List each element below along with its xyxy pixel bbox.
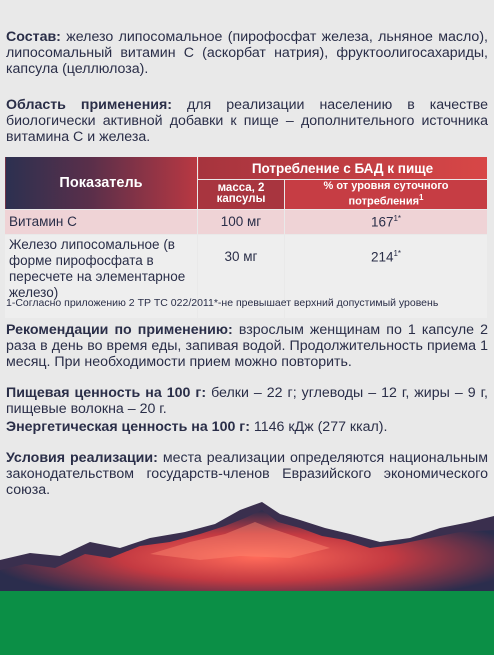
composition-text: железо липосомальное (пирофосфат железа, льняное масло), липосомальный витамин С (аскорбат натрия), фруктоолигосахариды, капсула (целлюлоза). (6, 29, 488, 77)
footer-green-band (0, 591, 494, 655)
row-name: Витамин С (5, 209, 198, 234)
row-percent-value: 167 (370, 214, 394, 230)
mountain-illustration (0, 498, 494, 596)
nutrition-label: Пищевая ценность на 100 г: (6, 385, 207, 401)
header-indicator: Показатель (5, 157, 198, 210)
recommendations-paragraph (6, 322, 488, 370)
application-paragraph (6, 97, 488, 145)
composition-label: Состав: (6, 29, 61, 45)
row-percent-value: 214 (370, 249, 394, 265)
nutrition-text: белки – 22 г; углеводы – 12 г, жиры – 9 г, пищевые волокна – 20 г. (6, 385, 488, 417)
recommendations-label: Рекомендации по применению: (6, 322, 233, 338)
energy-text: 1146 кДж (277 ккал). (249, 419, 388, 435)
application-text: для реализации населению в качестве биологически активной добавки к пище – дополнительного источника витамина С и железа. (6, 97, 488, 145)
row-percent (285, 209, 488, 234)
nutrient-table (4, 156, 488, 319)
header-percent-sup: 1 (419, 193, 424, 202)
row-mass: 30 мг (198, 234, 285, 318)
nutrition-paragraph (6, 385, 488, 417)
row-percent-sup: 1* (393, 213, 402, 223)
energy-label: Энергетическая ценность на 100 г: (6, 419, 250, 435)
header-mass: масса, 2 капсулы (198, 180, 285, 210)
header-percent-text: % от уровня суточного потребления (323, 180, 449, 208)
application-label: Область применения: (6, 97, 172, 113)
row-percent-sup: 1* (393, 248, 402, 258)
conditions-text: места реализации определяются национальным законодательством государств-членов Евразийского экономического союза. (6, 450, 488, 498)
conditions-label: Условия реализации: (6, 450, 158, 466)
header-percent (285, 180, 488, 210)
table-row (5, 209, 488, 234)
recommendations-text: взрослым женщинам по 1 капсуле 2 раза в день во время еды, запивая водой. Продолжительность приема 1 месяц. При необходимости прием можно повторить. (6, 322, 489, 370)
table-footnote: 1-Согласно приложению 2 ТР ТС 022/2011*-не превышает верхний допустимый уровень (6, 297, 439, 309)
composition-paragraph (6, 29, 488, 77)
conditions-paragraph (6, 450, 488, 498)
energy-paragraph (6, 419, 488, 435)
row-mass: 100 мг (198, 209, 285, 234)
row-name: Железо липосомальное (в форме пирофосфата в пересчете на элементарное железо) (5, 234, 198, 318)
header-consumption: Потребление с БАД к пище (198, 157, 488, 180)
